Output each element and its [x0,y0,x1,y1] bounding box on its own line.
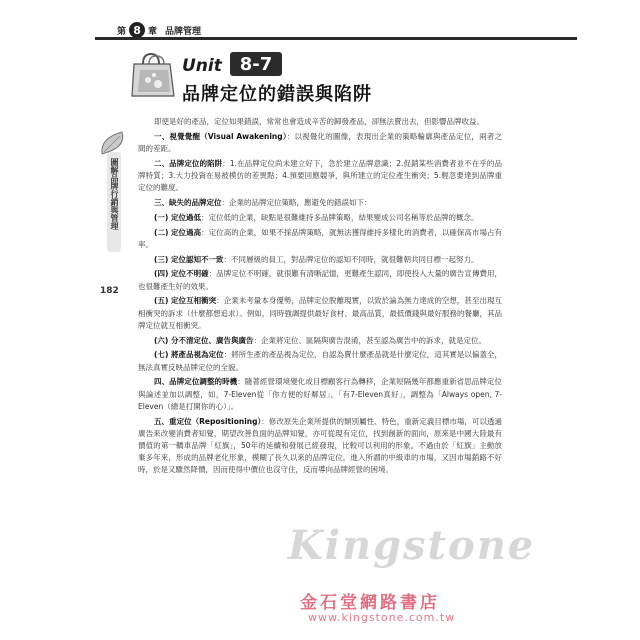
paragraph [138,268,502,292]
chapter-title: 品牌管理 [165,26,202,37]
side-tab-text: 圖解品牌行銷與管理 [110,158,119,230]
paragraph [138,131,502,155]
paragraph-text: ：隨著經營環境變化或目標顧客行為轉移，企業短隔幾年都應重新省思品牌定位與論述並加以調整，如，7-Eleven從「你方便的好鄰居」，「有7-Eleven真好」，調整為「Always open, 7-Eleven（總是打開你的心）」。 [138,377,502,411]
body-text [138,116,502,479]
unit-title: 品牌定位的錯誤與陷阱 [182,84,372,105]
paragraph [138,158,502,195]
paragraph-heading: (六) 分不清定位、廣告與廣告 [154,335,254,345]
unit-number-badge: 8-7 [230,52,282,76]
header-rule [95,37,577,40]
watermark-url: www.kingstone.com.tw [308,611,456,624]
paragraph [138,349,502,373]
paragraph-heading: (五) 定位互相衝突 [154,296,217,306]
paragraph [138,295,502,332]
watermark-store-name: 金石堂網路書店 [300,593,440,613]
paragraph-text: ：修改原先企業所提供的類別屬性、特色，重新定義目標市場，可以透過廣告來改變消費者知覺，期望改善負面的品牌知覺，亦可從現有定位，找到創新的面向，原來是中國大陸最有價值的第一轎車品牌「紅旗」，50年的延續和發展已經發現，比較可以利用的形象。不過由於「紅旗」主動放棄多年來，形成的品牌老化形象，模糊了長久以來的品牌定位，進入所謂的中級車的市場，又因市場銷路不好時，於是又驟然降價，因而使得中價位也沒守住，反而導向品牌經營的困境。 [138,416,502,475]
paragraph-text: ：企業的品牌定位策略，應避免的錯誤如下： [221,198,372,207]
paragraph [138,197,502,209]
paragraph-text: ：品牌定位不明確，就很難有清晰記憶，更難產生認同，即使投入大量的廣告宣傳費用，也很難產生好的效果。 [138,269,503,291]
chapter-number-badge: 8 [129,22,145,38]
paragraph [138,227,502,251]
paragraph-heading: (七) 將產品視為定位 [154,350,224,360]
unit-label: Unit [182,56,222,76]
chapter-prefix: 第 [117,26,127,37]
paragraph [138,416,502,477]
watermark-logo-text: Kingstone [288,522,536,569]
paragraph-text: ：企業未考量本身優勢，品牌定位脫離現實，以致於論為無力達成的空想，甚至出現互相衝突的訴求（什麼都想追求）。例如，同時強調提供最好食材、最高品質，最低價錢與最好服務的餐廳，其品牌定位就互相衝突。 [138,296,502,330]
paragraph-heading: 三、缺失的品牌定位 [154,198,222,207]
page-number: 182 [100,286,119,296]
paragraph-heading: (三) 定位認知不一致 [154,254,224,264]
paragraph-heading: 二、品牌定位的陷阱 [154,158,223,168]
paragraph [138,335,502,347]
paragraph [138,116,502,128]
chapter-header [95,20,577,42]
paragraph-heading: (四) 定位不明確 [154,269,209,279]
paragraph-text: ：以視覺化的圖像，表現出企業的策略輪廓與產品定位，兩者之間的差距。 [138,131,502,153]
paragraph-heading: 一、視覺覺醒（Visual Awakening） [154,131,287,141]
paragraph-text: ：定位低的企業，缺點是很難維持多品牌策略，結果變成公司名稱等於品牌的概念。 [200,212,479,222]
shopping-bag-icon [128,50,178,100]
paragraph-text: ：不同層級的員工，對品牌定位的認知不同時，就很難朝共同目標一起努力。 [223,254,479,264]
paragraph-heading: 五、重定位（Repositioning） [154,416,262,426]
paragraph-text: ：定位高的企業，如果不採品牌策略，就無法獲得維持多樣化的消費者，以確保高市場占有率。 [138,227,502,249]
chapter-suffix: 章 [148,26,158,37]
paragraph [138,212,502,224]
paragraph-heading: 四、品牌定位調整的時機 [154,377,238,387]
paragraph [138,254,502,266]
paragraph-text: ：企業將定位、區隔與廣告混淆，甚至認為廣告中的訴求，就是定位。 [253,335,486,345]
paragraph-text: ：將所生產的產品視為定位，自認為賣什麼產品就是什麼定位，這其實是以偏蓋全，無法真實反映品牌定位的全貌。 [138,350,503,372]
paragraph [138,376,502,413]
paragraph-text: ：1.在品牌定位尚未建立好下，急於建立品牌意識；2.促銷某些消費者並不在乎的品牌特質；3.大力投資在易被模仿的差異點；4.預要回應競爭，與所建立的定位產生衝突；5.輕忽要達到品牌重定位的難度。 [138,158,503,193]
paragraph-text: 即使是好的產品，定位如果錯誤，常常也會造成辛苦的歸發產品，卻無法賣出去，但影響品牌收益。 [154,117,484,126]
paragraph-heading: (二) 定位過高 [154,227,202,237]
paragraph-heading: (一) 定位過低 [154,212,201,222]
